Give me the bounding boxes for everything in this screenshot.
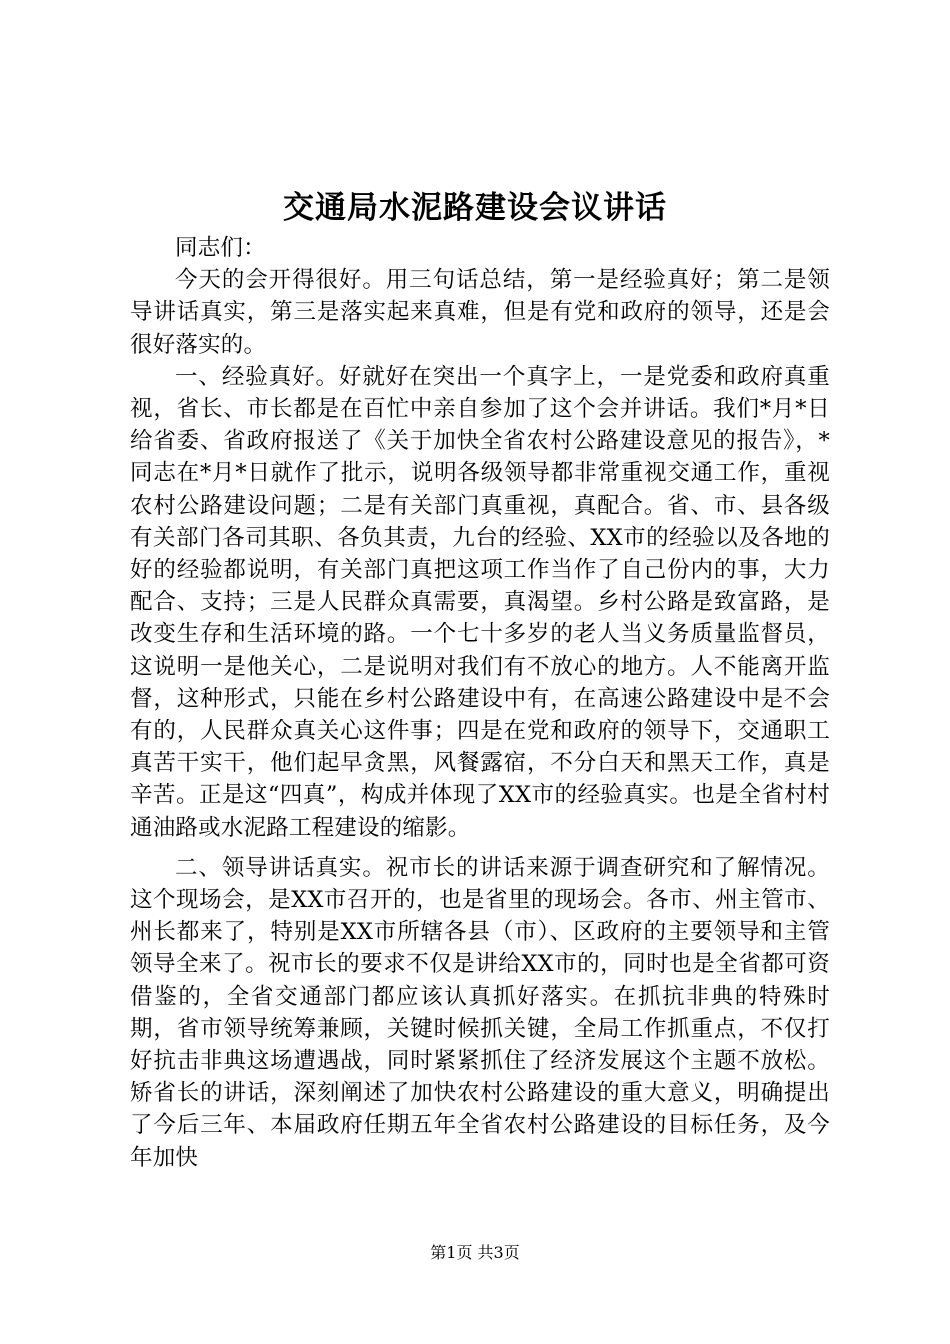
document-title: 交通局水泥路建设会议讲话 bbox=[283, 190, 667, 226]
paragraph-intro: 今天的会开得很好。用三句话总结，第一是经验真好；第二是领导讲话真实，第三是落实起来真难，但是有党和政府的领导，还是会很好落实的。 bbox=[130, 267, 830, 358]
page-footer: 第1页 共3页 bbox=[430, 1243, 520, 1262]
document-body bbox=[130, 232, 830, 1174]
salutation: 同志们： bbox=[175, 235, 266, 261]
paragraph-section-one: 一、经验真好。好就好在突出一个真字上，一是党委和政府真重视，省长、市长都是在百忙中亲自参加了这个会并讲话。我们*月*日给省委、省政府报送了《关于加快全省农村公路建设意见的报告》，*同志在*月*日就作了批示，说明各级领导都非常重视交通工作，重视农村公路建设问题；二是有关部门真重视，真配合。省、市、县各级有关部门各司其职、各负其责，九台的经验、XX市的经验以及各地的好的经验都说明，有关部门真把这项工作当作了自己份内的事，大力配合、支持；三是人民群众真需要，真渴望。乡村公路是致富路，是改变生存和生活环境的路。一个七十多岁的老人当义务质量监督员，这说明一是他关心，二是说明对我们有不放心的地方。人不能离开监督，这种形式，只能在乡村公路建设中有，在高速公路建设中是不会有的，人民群众真关心这件事；四是在党和政府的领导下，交通职工真苦干实干，他们起早贪黑，风餐露宿，不分白天和黑天工作，真是辛苦。正是这“四真”，构成并体现了XX市的经验真实。也是全省村村通油路或水泥路工程建设的缩影。 bbox=[130, 363, 830, 841]
paragraph-section-two: 二、领导讲话真实。祝市长的讲话来源于调查研究和了解情况。这个现场会，是XX市召开的，也是省里的现场会。各市、州主管市、州长都来了，特别是XX市所辖各县（市）、区政府的主要领导和主管领导全来了。祝市长的要求不仅是讲给XX市的，同时也是全省都可资借鉴的，全省交通部门都应该认真抓好落实。在抓抗非典的特殊时期，省市领导统筹兼顾，关键时候抓关键，全局工作抓重点，不仅打好抗击非典这场遭遇战，同时紧紧抓住了经济发展这个主题不放松。矫省长的讲话，深刻阐述了加快农村公路建设的重大意义，明确提出了今后三年、本届政府任期五年全省农村公路建设的目标任务，及今年加快 bbox=[130, 854, 830, 1171]
